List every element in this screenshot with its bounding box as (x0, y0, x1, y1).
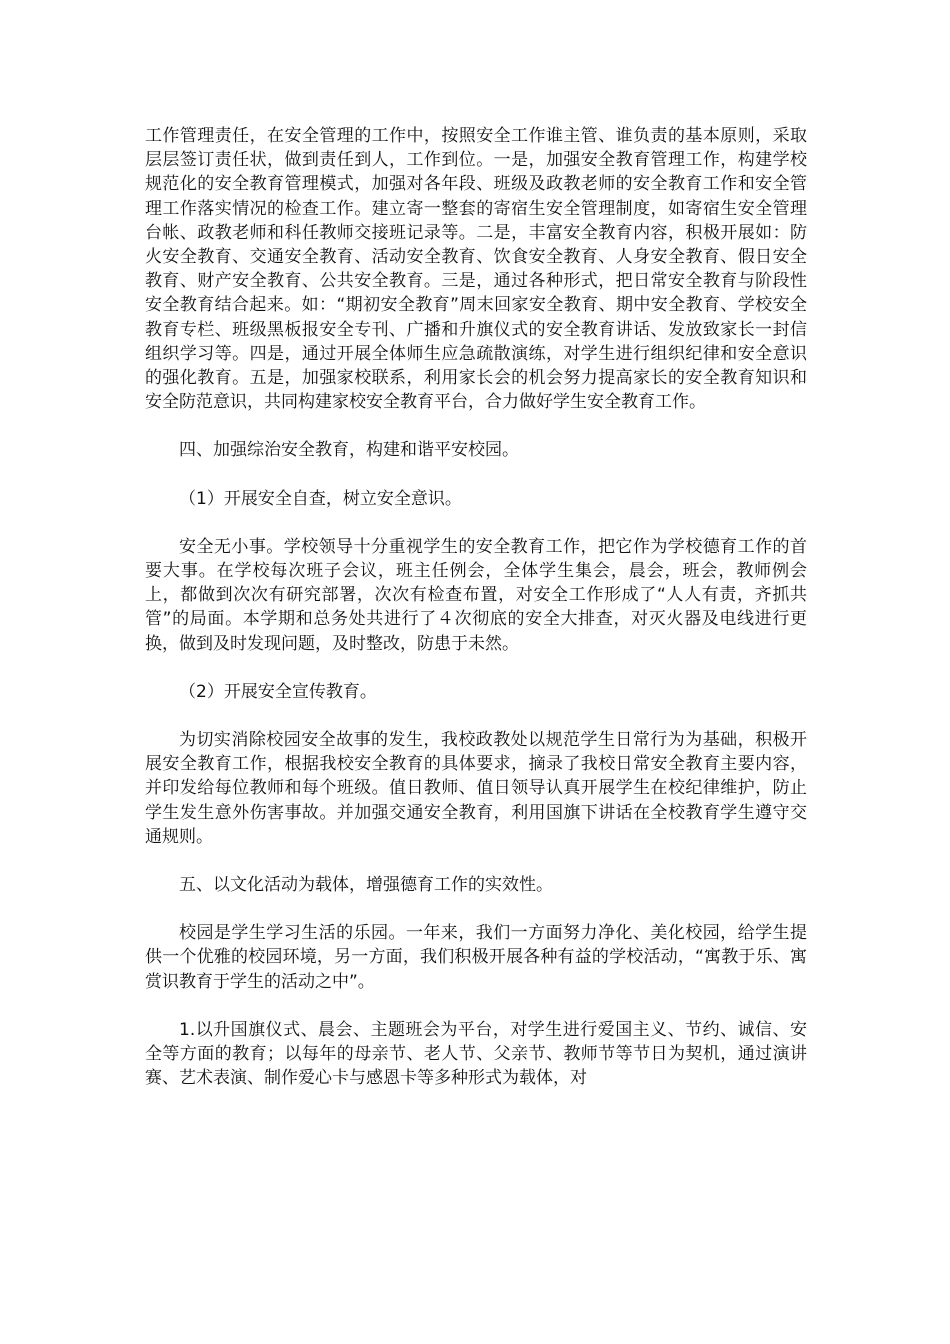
document-body (145, 124, 807, 1115)
heading-section-four: 四、加强综治安全教育，构建和谐平安校园。 (179, 440, 519, 461)
paragraph-campus: 校园是学生学习生活的乐园。一年来，我们一方面努力净化、美化校园，给学生提供一个优雅的校园环境，另一方面，我们积极开展各种有益的学校活动，“寓教于乐、寓赏识教育于学生的活动之中”。 (145, 923, 807, 992)
subheading-self-check: （1）开展安全自查，树立安全意识。 (179, 488, 462, 509)
paragraph-self-check: 安全无小事。学校领导十分重视学生的安全教育工作，把它作为学校德育工作的首要大事。在学校每次班子会议，班主任例会，全体学生集会，晨会，班会，教师例会上，都做到次次有研究部署，次次有检查布置，对安全工作形成了“人人有责，齐抓共管”的局面。本学期和总务处共进行了４次彻底的安全大排查，对灭火器及电线进行更换，做到及时发现问题，及时整改，防患于未然。 (145, 536, 807, 654)
heading-section-five: 五、以文化活动为载体，增强德育工作的实效性。 (179, 875, 553, 896)
paragraph-item-one: 1.以升国旗仪式、晨会、主题班会为平台，对学生进行爱国主义、节约、诚信、安全等方面的教育；以每年的母亲节、老人节、父亲节、教师节等节日为契机，通过演讲赛、艺术表演、制作爱心卡与感恩卡等多种形式为载体，对 (145, 1019, 807, 1089)
paragraph-safety-management: 工作管理责任，在安全管理的工作中，按照安全工作谁主管、谁负责的基本原则，采取层层签订责任状，做到责任到人，工作到位。一是，加强安全教育管理工作，构建学校规范化的安全教育管理模式，加强对各年段、班级及政教老师的安全教育工作和安全管理工作落实情况的检查工作。建立寄一整套的寄宿生安全管理制度，如寄宿生安全管理台帐、政教老师和科任教师交接班记录等。二是，丰富安全教育内容，积极开展如：防火安全教育、交通安全教育、活动安全教育、饮食安全教育、人身安全教育、假日安全教育、财产安全教育、公共安全教育。三是，通过各种形式，把日常安全教育与阶段性安全教育结合起来。如：“期初安全教育”周末回家安全教育、期中安全教育、学校安全教育专栏、班级黑板报安全专刊、广播和升旗仪式的安全教育讲话、发放致家长一封信组织学习等。四是，通过开展全体师生应急疏散演练，对学生进行组织纪律和安全意识的强化教育。五是，加强家校联系，利用家长会的机会努力提高家长的安全教育知识和安全防范意识，共同构建家校安全教育平台，合力做好学生安全教育工作。 (145, 126, 807, 413)
paragraph-publicity: 为切实消除校园安全故事的发生，我校政教处以规范学生日常行为为基础，积极开展安全教育工作，根据我校安全教育的具体要求，摘录了我校日常安全教育主要内容，并印发给每位教师和每个班级。值日教师、值日领导认真开展学生在校纪律维护，防止学生发生意外伤害事故。并加强交通安全教育，利用国旗下讲话在全校教育学生遵守交通规则。 (145, 730, 807, 847)
subheading-publicity: （2）开展安全宣传教育。 (179, 681, 377, 702)
